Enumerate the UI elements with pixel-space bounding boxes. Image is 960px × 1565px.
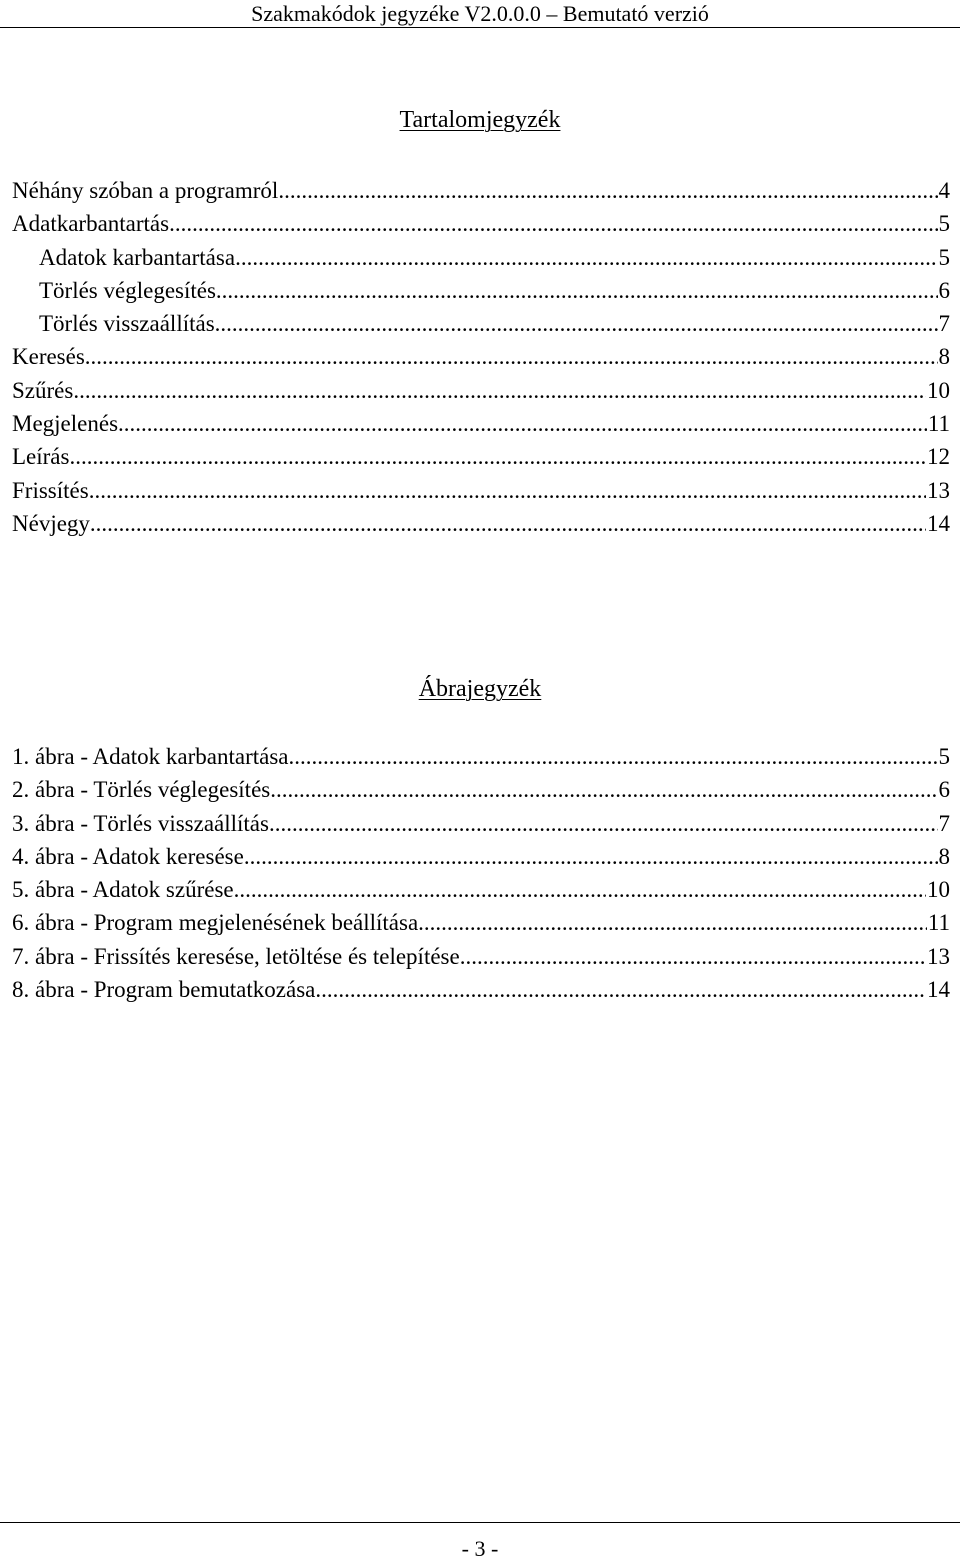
dot-leader xyxy=(89,474,926,507)
figure-entry[interactable] xyxy=(12,807,950,840)
figure-entry[interactable] xyxy=(12,973,950,1006)
dot-leader xyxy=(90,507,926,540)
figure-entry-page: 8 xyxy=(938,843,950,869)
figure-entry[interactable] xyxy=(12,873,950,906)
dot-leader xyxy=(85,340,938,373)
dot-leader xyxy=(118,407,927,440)
figure-entry-page: 13 xyxy=(927,943,950,969)
dot-leader xyxy=(418,906,927,939)
toc-entry-page: 4 xyxy=(938,178,950,203)
toc-entry-title: Frissítés xyxy=(12,477,89,503)
figures-heading xyxy=(0,674,960,704)
dot-leader xyxy=(73,374,926,407)
toc-entry[interactable] xyxy=(12,440,950,473)
toc-entry-title: Névjegy xyxy=(12,510,90,536)
toc-entry-page: 6 xyxy=(938,277,950,303)
dot-leader xyxy=(234,873,926,906)
figure-entry[interactable] xyxy=(12,740,950,773)
figure-entry-page: 6 xyxy=(938,777,950,803)
figure-entry[interactable] xyxy=(12,906,950,939)
toc-entry[interactable] xyxy=(12,174,950,207)
dot-leader xyxy=(215,307,938,340)
dot-leader xyxy=(270,773,937,806)
table-of-contents xyxy=(12,174,950,540)
toc-entry-title: Néhány szóban a programról xyxy=(12,178,279,203)
toc-entry[interactable] xyxy=(12,374,950,407)
toc-entry-page: 10 xyxy=(927,377,950,403)
header-title: Szakmakódok jegyzéke V2.0.0.0 – Bemutató verzió xyxy=(251,1,709,26)
contents-heading xyxy=(0,105,960,135)
figure-entry-page: 10 xyxy=(927,877,950,903)
figure-entry-page: 7 xyxy=(938,810,950,836)
figure-entry-title: 3. ábra - Törlés visszaállítás xyxy=(12,810,269,836)
toc-entry-title: Keresés xyxy=(12,344,85,370)
toc-entry-page: 14 xyxy=(927,510,950,536)
toc-entry-page: 7 xyxy=(938,311,950,337)
toc-entry[interactable] xyxy=(12,474,950,507)
figure-entry-title: 4. ábra - Adatok keresése xyxy=(12,843,244,869)
page-footer xyxy=(0,1522,960,1561)
dot-leader xyxy=(169,207,937,240)
dot-leader xyxy=(69,440,926,473)
dot-leader xyxy=(235,241,937,274)
dot-leader xyxy=(315,973,926,1006)
toc-entry-title: Megjelenés xyxy=(12,411,119,437)
figures-heading-text: Ábrajegyzék xyxy=(418,676,542,702)
contents-heading-text: Tartalomjegyzék xyxy=(399,107,561,133)
toc-entry[interactable] xyxy=(12,274,950,307)
figure-entry[interactable] xyxy=(12,940,950,973)
dot-leader xyxy=(216,274,938,307)
dot-leader xyxy=(460,940,926,973)
figure-entry-page: 11 xyxy=(927,910,950,936)
figure-entry[interactable] xyxy=(12,773,950,806)
toc-entry-page: 12 xyxy=(927,444,950,470)
toc-entry-title: Törlés visszaállítás xyxy=(39,311,215,337)
toc-entry[interactable] xyxy=(12,340,950,373)
toc-entry-page: 11 xyxy=(927,411,950,437)
toc-entry-title: Adatok karbantartása xyxy=(39,244,236,270)
toc-entry-page: 5 xyxy=(938,244,950,270)
figure-entry-title: 6. ábra - Program megjelenésének beállítása xyxy=(12,910,419,936)
dot-leader xyxy=(278,174,937,207)
toc-entry[interactable] xyxy=(12,507,950,540)
toc-entry-title: Adatkarbantartás xyxy=(12,211,170,237)
toc-entry-title: Törlés véglegesítés xyxy=(39,277,216,303)
dot-leader xyxy=(269,807,938,840)
figure-entry-page: 5 xyxy=(938,744,950,769)
toc-entry-page: 8 xyxy=(938,344,950,370)
toc-entry[interactable] xyxy=(12,241,950,274)
figure-entry-page: 14 xyxy=(927,977,950,1003)
figure-entry-title: 1. ábra - Adatok karbantartása xyxy=(12,744,289,769)
dot-leader xyxy=(244,840,938,873)
dot-leader xyxy=(289,740,938,773)
figure-entry-title: 8. ábra - Program bemutatkozása xyxy=(12,977,316,1003)
toc-entry-title: Szűrés xyxy=(12,377,74,403)
toc-entry[interactable] xyxy=(12,207,950,240)
page-header xyxy=(0,0,960,28)
toc-entry-title: Leírás xyxy=(12,444,70,470)
list-of-figures xyxy=(12,740,950,1006)
toc-entry[interactable] xyxy=(12,307,950,340)
figure-entry[interactable] xyxy=(12,840,950,873)
toc-entry[interactable] xyxy=(12,407,950,440)
page-number: - 3 - xyxy=(461,1536,499,1561)
toc-entry-page: 13 xyxy=(927,477,950,503)
figure-entry-title: 7. ábra - Frissítés keresése, letöltése és telepítése xyxy=(12,943,460,969)
figure-entry-title: 5. ábra - Adatok szűrése xyxy=(12,877,234,903)
toc-entry-page: 5 xyxy=(938,211,950,237)
figure-entry-title: 2. ábra - Törlés véglegesítés xyxy=(12,777,271,803)
